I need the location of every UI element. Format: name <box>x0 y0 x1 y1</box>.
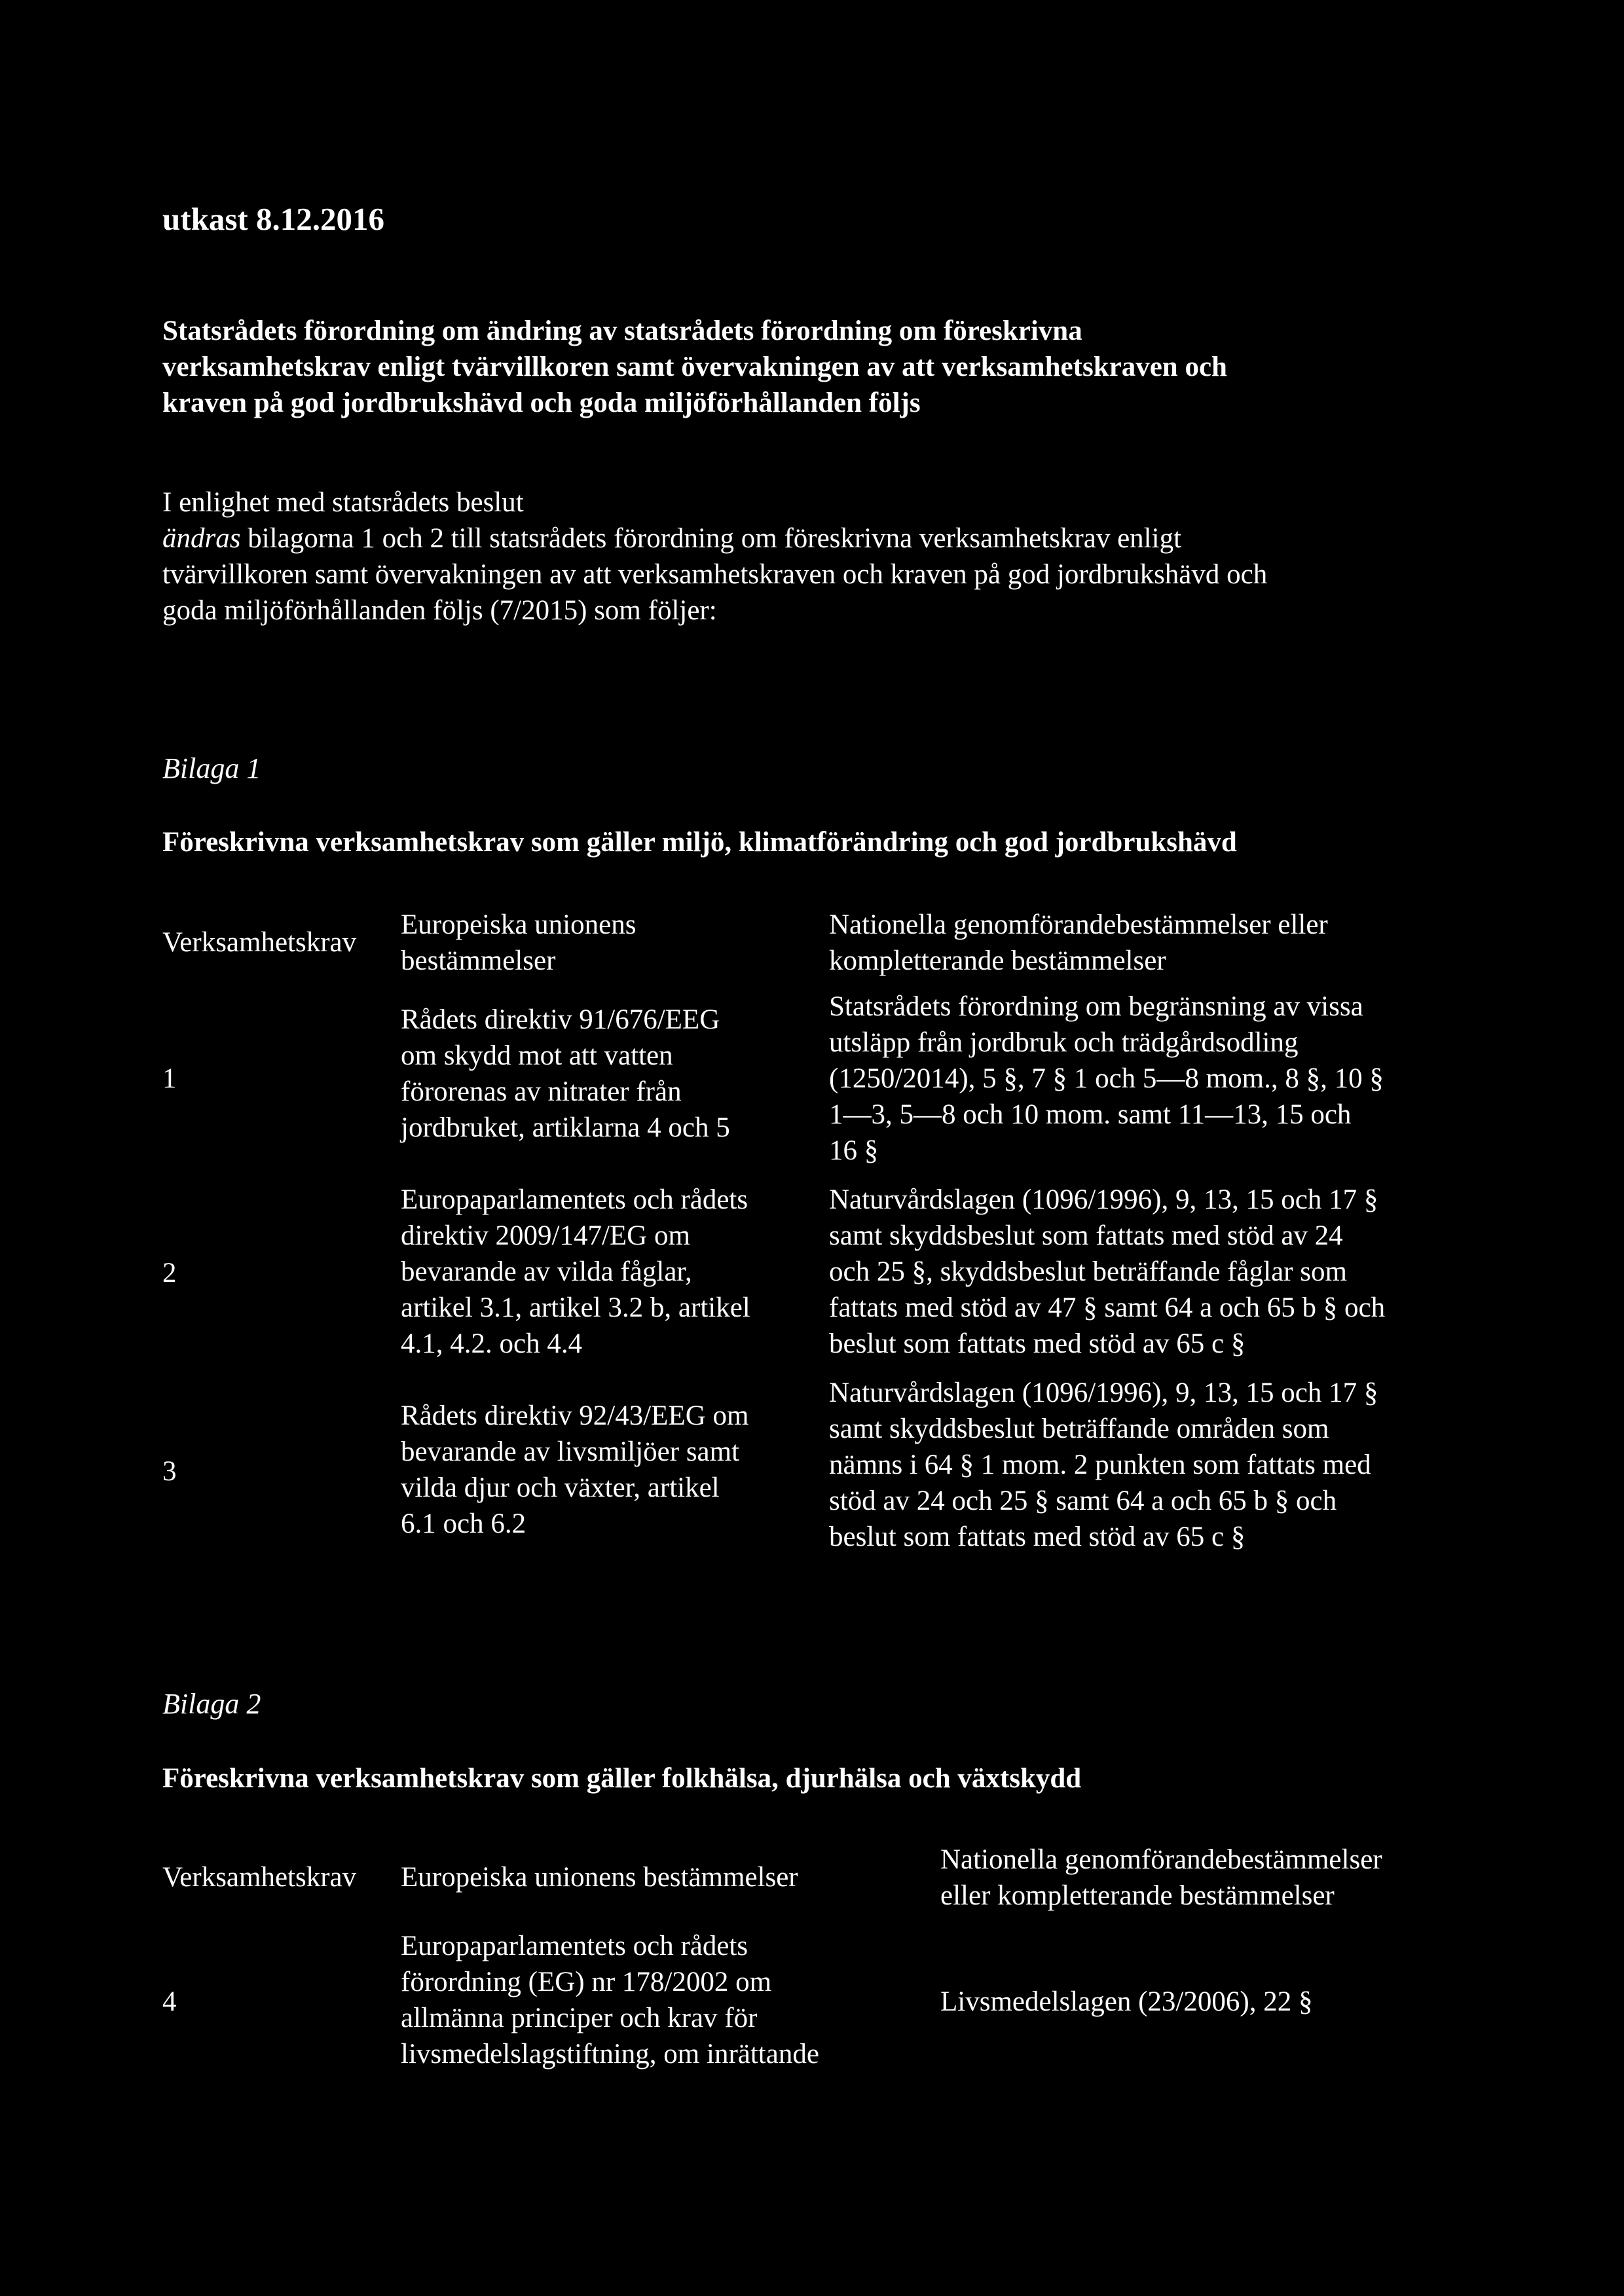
annex2-row4-eu <box>401 1928 819 2072</box>
intro-line <box>162 520 1498 556</box>
cell-line: 6.1 och 6.2 <box>401 1508 526 1539</box>
annex1-row2-national <box>829 1182 1385 1362</box>
document-title <box>162 313 1472 421</box>
annex1-col-header-eu <box>401 907 636 979</box>
cell-line: beslut som fattats med stöd av 65 c § <box>829 1328 1246 1359</box>
cell-line: 4.1, 4.2. och 4.4 <box>401 1328 583 1359</box>
annex1-heading: Föreskrivna verksamhetskrav som gäller miljö, klimatförändring och god jordbrukshävd <box>162 827 1237 858</box>
cell-line: Statsrådets förordning om begränsning av vissa <box>829 991 1363 1022</box>
cell-line: samt skyddsbeslut som fattats med stöd av 24 <box>829 1220 1343 1251</box>
annex1-label: Bilaga 1 <box>162 752 261 784</box>
annex1-row1-number: 1 <box>162 1063 177 1094</box>
cell-line: artikel 3.1, artikel 3.2 b, artikel <box>401 1292 750 1323</box>
header-line: kompletterande bestämmelser <box>829 945 1166 976</box>
intro-line: I enlighet med statsrådets beslut <box>162 487 524 518</box>
intro-text: bilagorna 1 och 2 till statsrådets förordning om föreskrivna verksamhetskrav enligt <box>240 523 1182 554</box>
cell-line: utsläpp från jordbruk och trädgårdsodling <box>829 1027 1299 1058</box>
annex2-heading: Föreskrivna verksamhetskrav som gäller folkhälsa, djurhälsa och växtskydd <box>162 1763 1082 1794</box>
title-line: kraven på god jordbrukshävd och goda miljöförhållanden följs <box>162 388 921 418</box>
annex2-col-header-national <box>940 1842 1382 1914</box>
header-line: Nationella genomförandebestämmelser <box>940 1844 1382 1875</box>
cell-line: 16 § <box>829 1135 879 1166</box>
annex2-row4-national <box>940 1984 1312 2020</box>
header-line: eller kompletterande bestämmelser <box>940 1880 1335 1911</box>
annex1-row1-eu <box>401 1002 730 1146</box>
cell-line: och 25 §, skyddsbeslut beträffande fåglar som <box>829 1256 1347 1287</box>
cell-line: Europaparlamentets och rådets <box>401 1184 748 1215</box>
intro-paragraph <box>162 484 1498 629</box>
annex1-row3-national <box>829 1375 1378 1555</box>
intro-line: tvärvillkoren samt övervakningen av att verksamhetskraven och kraven på god jordbrukshävd och <box>162 559 1268 590</box>
cell-line: direktiv 2009/147/EG om <box>401 1220 690 1251</box>
cell-line: allmänna principer och krav för <box>401 2003 758 2033</box>
cell-line: nämns i 64 § 1 mom. 2 punkten som fattats med <box>829 1449 1371 1480</box>
annex1-row3-eu <box>401 1398 748 1542</box>
annex1-row1-national <box>829 989 1384 1169</box>
annex1-row3-number: 3 <box>162 1456 177 1487</box>
cell-line: bevarande av livsmiljöer samt <box>401 1436 740 1467</box>
cell-line: fattats med stöd av 47 § samt 64 a och 65 b § och <box>829 1292 1386 1323</box>
intro-verb: ändras <box>162 523 241 554</box>
header-line: Nationella genomförandebestämmelser eller <box>829 909 1328 940</box>
cell-line: livsmedelslagstiftning, om inrättande <box>401 2039 819 2069</box>
annex1-col-header-national <box>829 907 1328 979</box>
header-line: Europeiska unionens <box>401 909 637 940</box>
cell-line: stöd av 24 och 25 § samt 64 a och 65 b § och <box>829 1485 1337 1516</box>
cell-line: Naturvårdslagen (1096/1996), 9, 13, 15 och 17 § <box>829 1184 1378 1215</box>
cell-line: beslut som fattats med stöd av 65 c § <box>829 1522 1246 1552</box>
annex1-row2-number: 2 <box>162 1258 177 1288</box>
annex2-label: Bilaga 2 <box>162 1688 261 1720</box>
cell-line: jordbruket, artiklarna 4 och 5 <box>401 1112 730 1143</box>
cell-line: Naturvårdslagen (1096/1996), 9, 13, 15 och 17 § <box>829 1377 1378 1408</box>
cell-line: Livsmedelslagen (23/2006), 22 § <box>940 1986 1313 2017</box>
cell-line: om skydd mot att vatten <box>401 1040 673 1071</box>
cell-line: förorenas av nitrater från <box>401 1076 682 1107</box>
annex1-row2-eu <box>401 1182 750 1362</box>
cell-line: Rådets direktiv 92/43/EEG om <box>401 1400 749 1431</box>
cell-line: vilda djur och växter, artikel <box>401 1472 720 1503</box>
draft-date-label: utkast 8.12.2016 <box>162 201 384 237</box>
title-line: verksamhetskrav enligt tvärvillkoren samt övervakningen av att verksamhetskraven och <box>162 352 1227 382</box>
cell-line: Europaparlamentets och rådets <box>401 1931 748 1961</box>
intro-line: goda miljöförhållanden följs (7/2015) som följer: <box>162 595 717 626</box>
cell-line: förordning (EG) nr 178/2002 om <box>401 1967 772 1997</box>
annex1-col-header-requirement: Verksamhetskrav <box>162 927 357 958</box>
annex2-col-header-requirement: Verksamhetskrav <box>162 1862 357 1893</box>
cell-line: samt skyddsbeslut beträffande områden som <box>829 1413 1329 1444</box>
cell-line: bevarande av vilda fåglar, <box>401 1256 692 1287</box>
header-line: bestämmelser <box>401 945 556 976</box>
annex2-col-header-eu: Europeiska unionens bestämmelser <box>401 1862 798 1893</box>
cell-line: Rådets direktiv 91/676/EEG <box>401 1004 720 1035</box>
annex2-row4-number: 4 <box>162 1986 177 2017</box>
cell-line: (1250/2014), 5 §, 7 § 1 och 5—8 mom., 8 §, 10 § <box>829 1063 1384 1094</box>
title-line: Statsrådets förordning om ändring av statsrådets förordning om föreskrivna <box>162 316 1082 346</box>
cell-line: 1—3, 5—8 och 10 mom. samt 11—13, 15 och <box>829 1099 1352 1130</box>
